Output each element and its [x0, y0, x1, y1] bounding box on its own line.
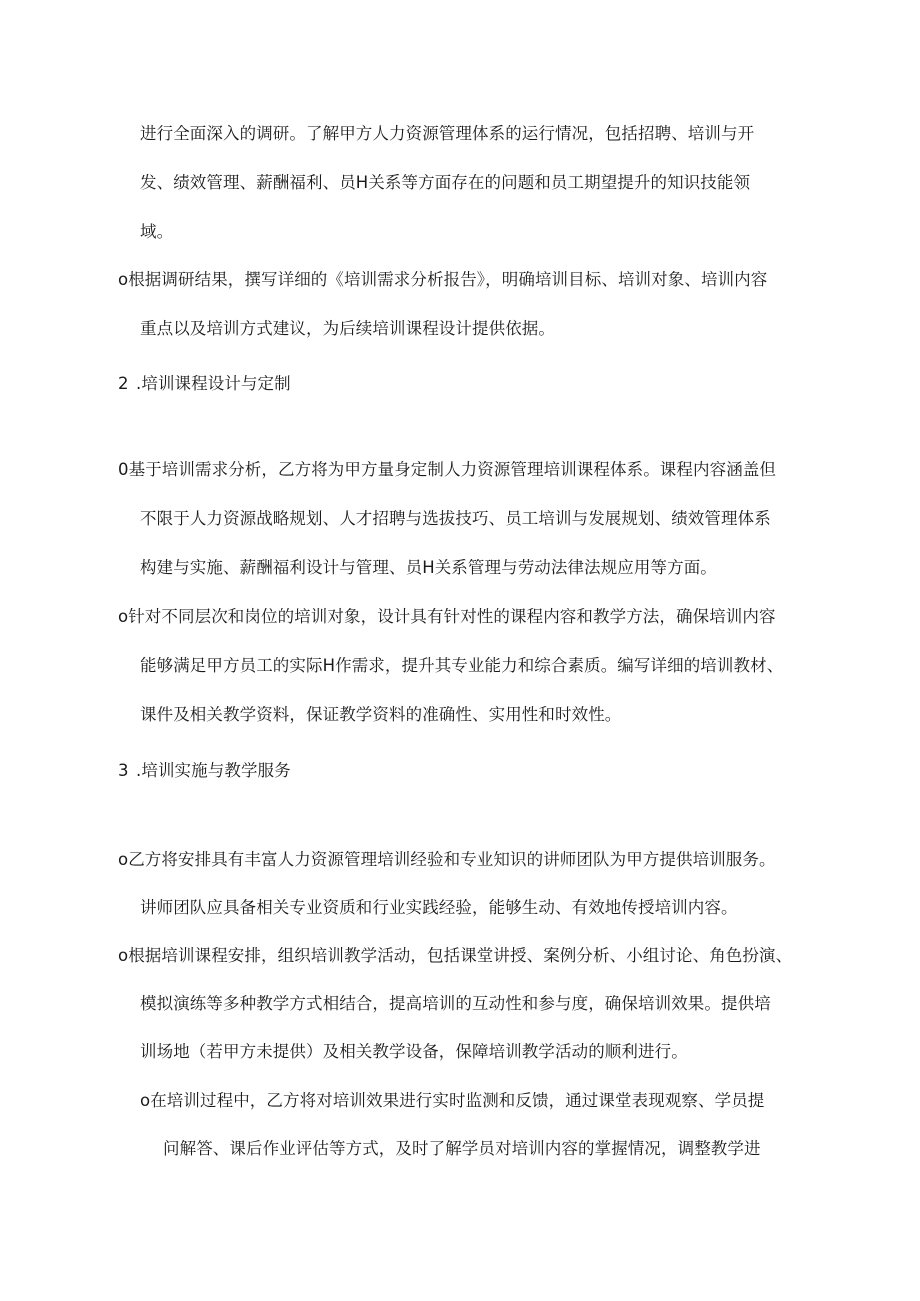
bullet-line: o针对不同层次和岗位的培训对象，设计具有针对性的课程内容和教学方法，确保培训内容 — [118, 607, 776, 626]
paragraph-line: 域。 — [140, 222, 174, 241]
paragraph-line: 讲师团队应具备相关专业资质和行业实践经验，能够生动、有效地传授培训内容。 — [140, 898, 738, 917]
section-heading-3 — [118, 759, 291, 783]
heading-title: .培训实施与教学服务 — [136, 761, 291, 780]
bullet-line: o根据调研结果，撰写详细的《培训需求分析报告》，明确培训目标、培训对象、培训内容 — [118, 270, 768, 289]
paragraph-line: 模拟演练等多种教学方式相结合，提高培训的互动性和参与度，确保培训效果。提供培 — [140, 994, 771, 1013]
paragraph-line: 课件及相关教学资料，保证教学资料的准确性、实用性和时效性。 — [140, 705, 622, 724]
paragraph-line: 进行全面深入的调研。了解甲方人力资源管理体系的运行情况，包括招聘、培训与开 — [140, 124, 755, 143]
paragraph-line: 能够满足甲方员工的实际H作需求，提升其专业能力和综合素质。编写详细的培训教材、 — [140, 656, 784, 675]
section-heading-2 — [118, 372, 291, 396]
paragraph-line: 不限于人力资源战略规划、人才招聘与选拔技巧、员工培训与发展规划、绩效管理体系 — [140, 509, 771, 528]
heading-title: .培训课程设计与定制 — [136, 374, 291, 393]
heading-number: 3 — [118, 761, 129, 780]
bullet-line: o乙方将安排具有丰富人力资源管理培训经验和专业知识的讲师团队为甲方提供培训服务。 — [118, 850, 776, 869]
bullet-line: o在培训过程中，乙方将对培训效果进行实时监测和反馈，通过课堂表现观察、学员提 — [140, 1091, 765, 1110]
paragraph-line: 发、绩效管理、薪酬福利、员H关系等方面存在的问题和员工期望提升的知识技能领 — [140, 173, 751, 192]
bullet-line: 0基于培训需求分析，乙方将为甲方量身定制人力资源管理培训课程体系。课程内容涵盖但 — [118, 460, 776, 479]
paragraph-line: 构建与实施、薪酬福利设计与管理、员H关系管理与劳动法律法规应用等方面。 — [140, 558, 717, 577]
bullet-line: o根据培训课程安排，组织培训教学活动，包括课堂讲授、案例分析、小组讨论、角色扮演、 — [118, 946, 793, 965]
paragraph-line: 问解答、课后作业评估等方式，及时了解学员对培训内容的掌握情况，调整教学进 — [163, 1139, 761, 1158]
paragraph-line: 训场地（若甲方未提供）及相关教学设备，保障培训教学活动的顺利进行。 — [140, 1042, 688, 1061]
heading-number: 2 — [118, 374, 129, 393]
paragraph-line: 重点以及培训方式建议，为后续培训课程设计提供依据。 — [140, 319, 555, 338]
